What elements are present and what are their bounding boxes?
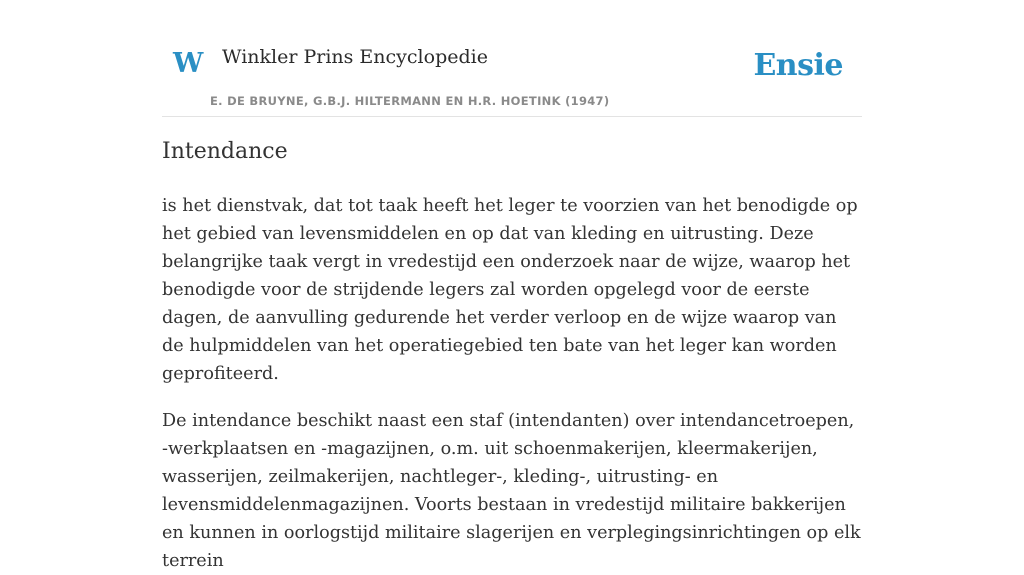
article-paragraph: is het dienstvak, dat tot taak heeft het leger te voorzien van het benodigde op het gebied van levensmiddelen en op dat van kleding en uitrusting. Deze belangrijke taak vergt in vredestijd een onderzoek naar de wijze, waarop het benodigde voor de strijdende legers zal worden opgelegd voor de eerste dagen, de aanvulling gedurende het verder verloop en de wijze waarop van de hulpmiddelen van het operatiegebied ten bate van het leger kan worden geprofiteerd. bbox=[162, 195, 858, 384]
article-paragraph: De intendance beschikt naast een staf (intendanten) over intendancetroepen, -werkplaatsen en -magazijnen, o.m. uit schoenmakerijen, kleermakerijen, wasserijen, zeilmakerijen, nachtleger-, kleding-, uitrusting- en levensmiddelenmagazijnen. Voorts bestaan in vredestijd militaire bakkerijen en kunnen in oorlogstijd militaire slagerijen en verplegingsinrichtingen op elk terrein bbox=[162, 410, 861, 571]
ensie-logo[interactable]: Ensie bbox=[753, 48, 843, 83]
source-header bbox=[162, 0, 862, 117]
source-authors: E. DE BRUYNE, G.B.J. HILTERMANN EN H.R. HOETINK (1947) bbox=[210, 94, 610, 108]
winkler-prins-logo[interactable]: W bbox=[173, 48, 204, 79]
article-title: Intendance bbox=[162, 139, 288, 164]
source-title[interactable]: Winkler Prins Encyclopedie bbox=[222, 46, 488, 68]
article bbox=[162, 138, 862, 575]
